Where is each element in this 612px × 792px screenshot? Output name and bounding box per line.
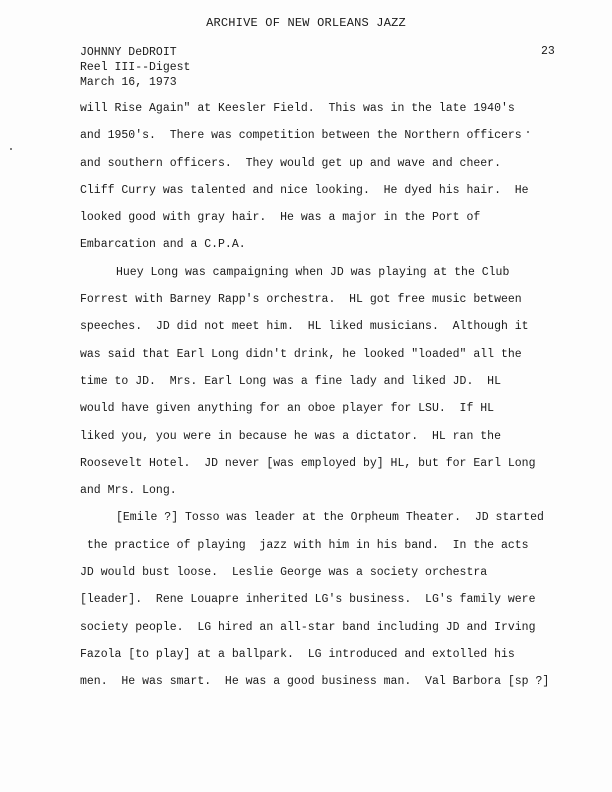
text-line: and southern officers. They would get up and wave and cheer.	[80, 156, 501, 170]
text-line: Cliff Curry was talented and nice looking. He dyed his hair. He	[80, 183, 529, 197]
paragraph-2	[80, 259, 575, 505]
text-line: Huey Long was campaigning when JD was playing at the Club	[116, 265, 510, 279]
text-line: liked you, you were in because he was a dictator. HL ran the	[80, 429, 501, 443]
text-line: and 1950's. There was competition between the Northern officers	[80, 129, 522, 143]
text-line: will Rise Again" at Keesler Field. This was in the late 1940's	[80, 102, 515, 115]
text-line: Embarcation and a C.P.A.	[80, 238, 246, 252]
text-line: speeches. JD did not meet him. HL liked musicians. Although it	[80, 320, 529, 334]
text-line: society people. LG hired an all-star band including JD and Irving	[80, 620, 536, 634]
reel-label: Reel III--Digest	[80, 61, 191, 74]
text-line: Fazola [to play] at a ballpark. LG introduced and extolled his	[80, 647, 515, 661]
text-line: looked good with gray hair. He was a major in the Port of	[80, 211, 481, 225]
text-line: the practice of playing jazz with him in his band. In the acts	[80, 538, 529, 552]
text-line: [Emile ?] Tosso was leader at the Orpheum Theater. JD started	[116, 511, 544, 525]
text-line: time to JD. Mrs. Earl Long was a fine lady and liked JD. HL	[80, 374, 501, 388]
document-meta	[80, 45, 190, 90]
interviewee-name: JOHNNY DeDROIT	[80, 46, 177, 59]
text-line: would have given anything for an oboe player for LSU. If HL	[80, 402, 495, 416]
scan-speck	[527, 131, 529, 133]
text-line: [leader]. Rene Louapre inherited LG's business. LG's family were	[80, 593, 536, 607]
text-line: men. He was smart. He was a good business man. Val Barbora [sp ?]	[80, 675, 550, 689]
archive-title: ARCHIVE OF NEW ORLEANS JAZZ	[206, 16, 406, 30]
text-line: Roosevelt Hotel. JD never [was employed by] HL, but for Earl Long	[80, 456, 536, 470]
interview-date: March 16, 1973	[80, 76, 177, 89]
paragraph-1	[80, 95, 575, 259]
text-line: was said that Earl Long didn't drink, he looked "loaded" all the	[80, 347, 522, 361]
text-line: Forrest with Barney Rapp's orchestra. HL got free music between	[80, 293, 522, 307]
paragraph-3	[80, 504, 575, 695]
text-line: JD would bust loose. Leslie George was a society orchestra	[80, 566, 488, 580]
text-line: and Mrs. Long.	[80, 484, 177, 498]
page-number: 23	[541, 45, 555, 58]
digest-body	[80, 95, 575, 696]
scan-speck	[10, 148, 12, 150]
